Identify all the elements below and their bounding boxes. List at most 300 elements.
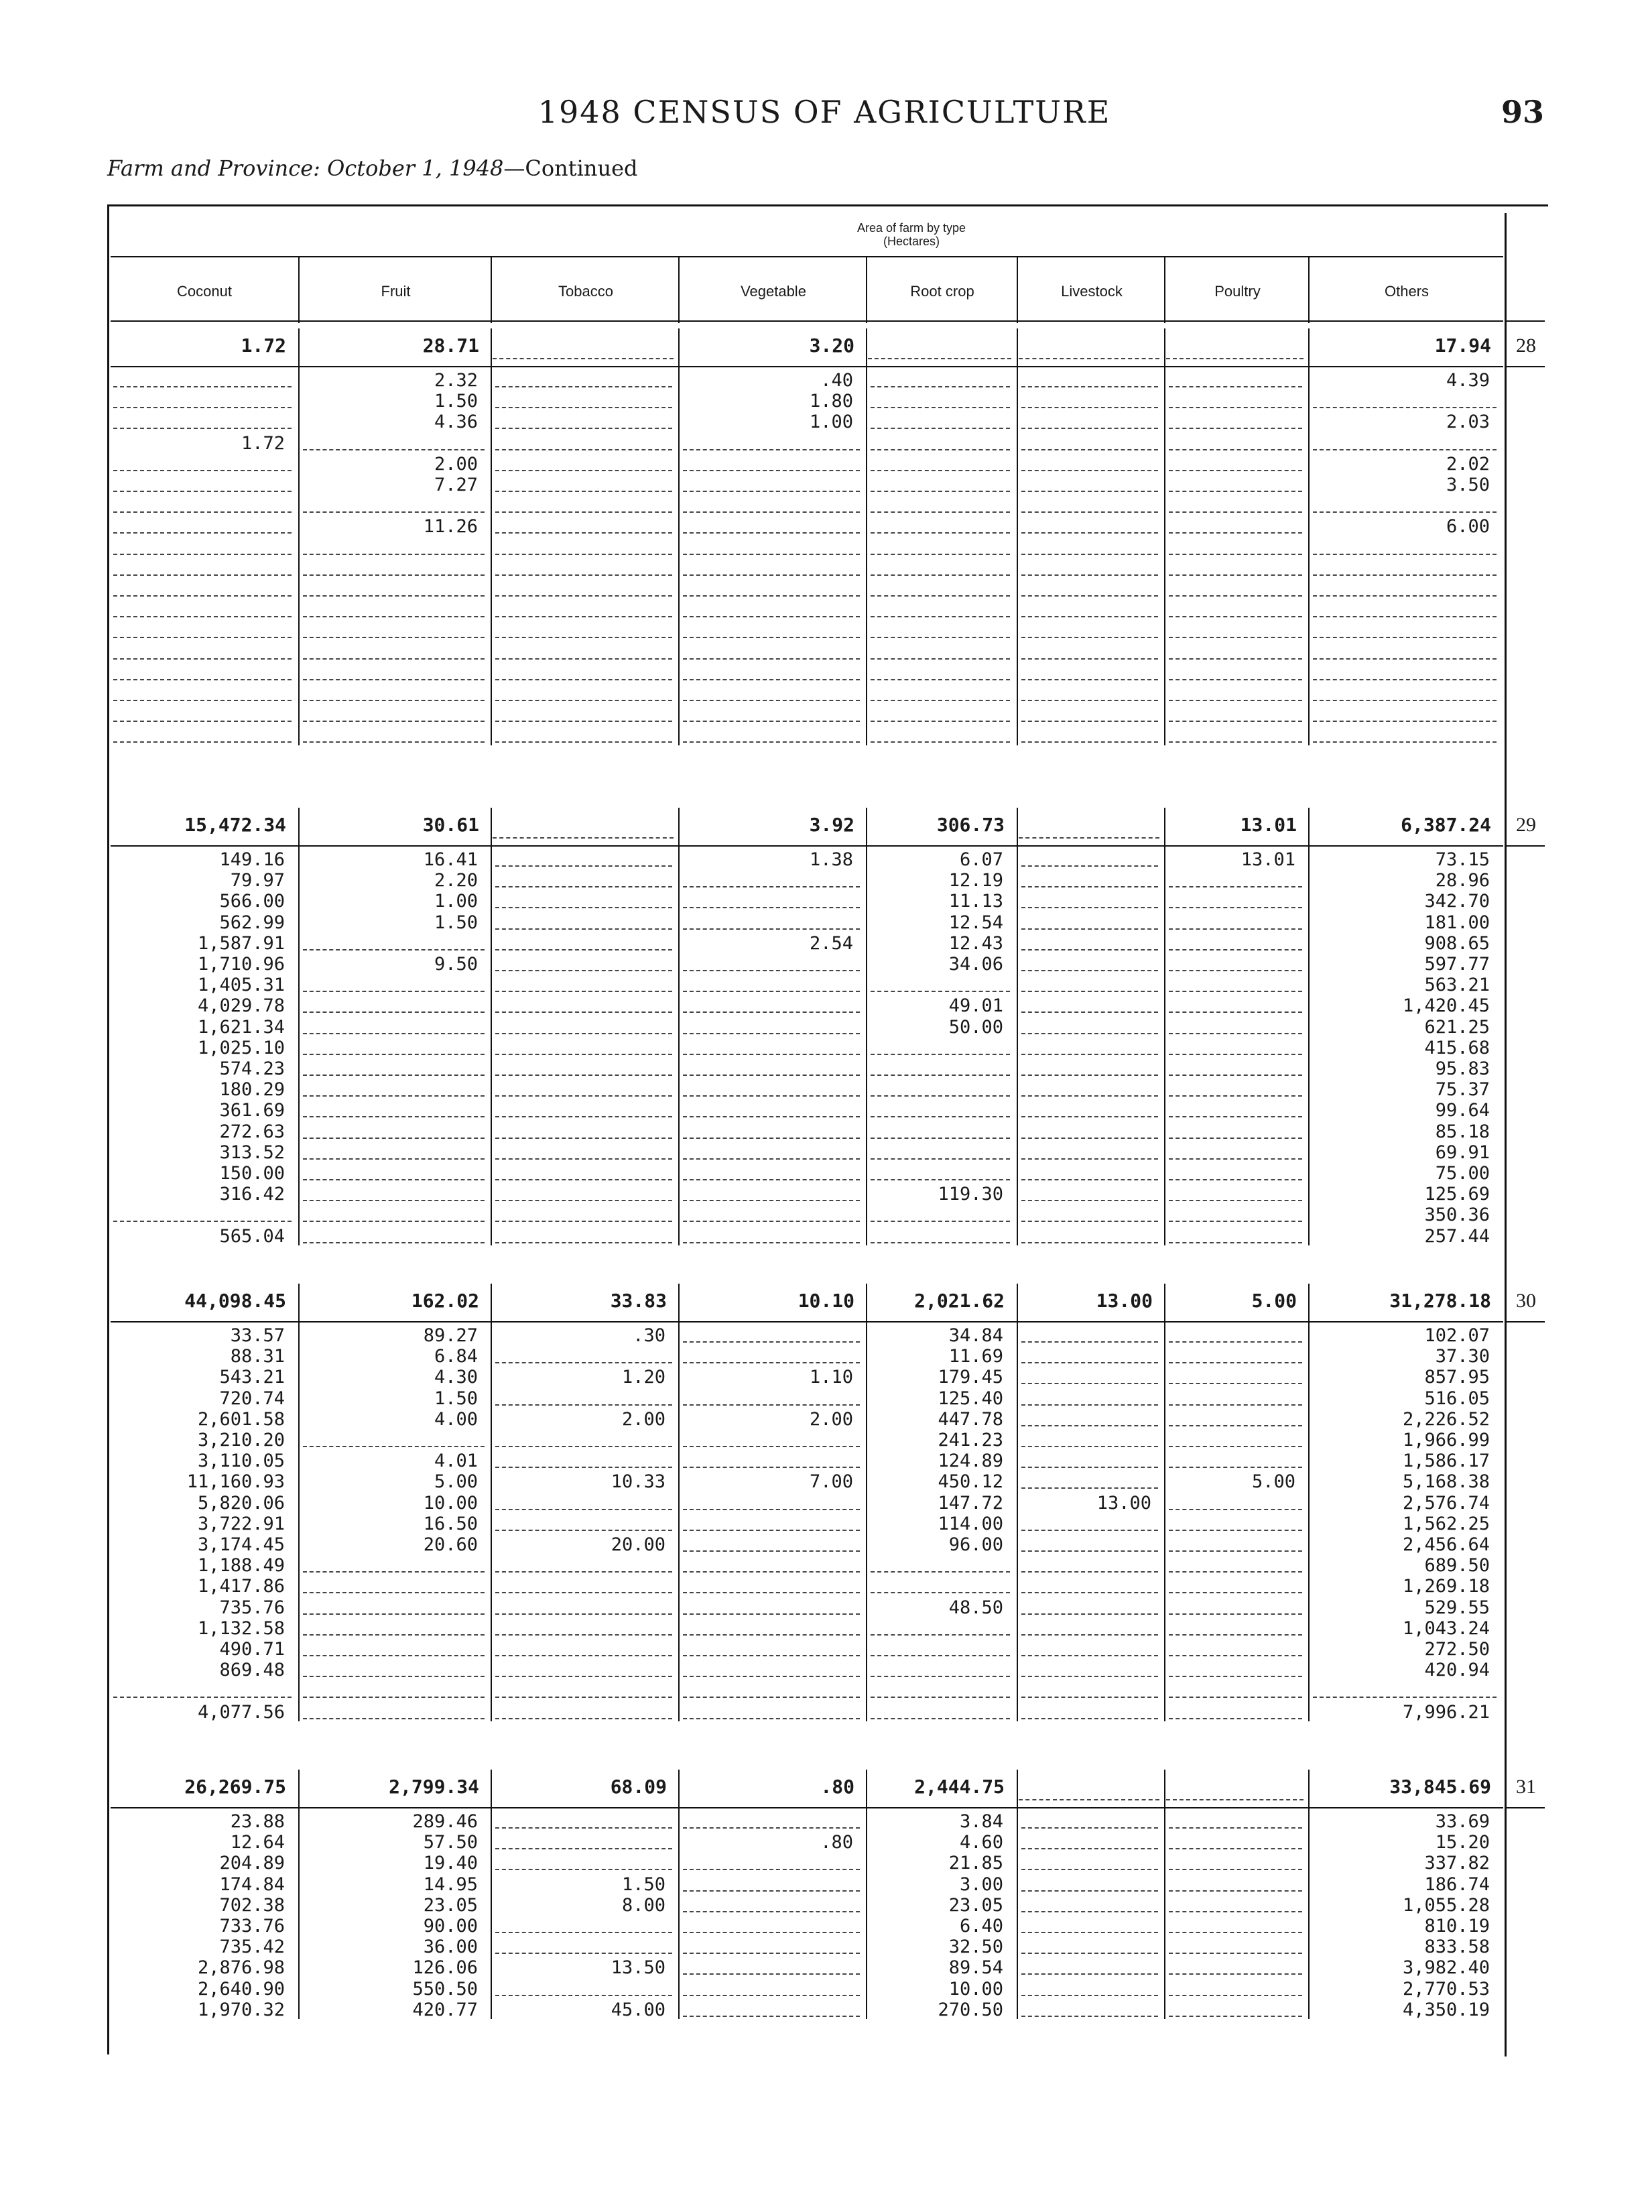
cell-coconut: 3,722.91 [197,1513,285,1534]
cell-others: 420.94 [1424,1660,1490,1681]
cell-livestock: 13.00 [1096,1492,1151,1514]
cell-poultry [1169,1367,1302,1384]
cell-vegetable [683,1121,860,1139]
cell-vegetable [683,516,860,534]
cell-others: 3,982.40 [1402,1957,1490,1979]
cell-others: 186.74 [1424,1873,1490,1895]
cell-livestock [1021,1639,1158,1656]
cell-root-crop [871,370,1010,387]
cell-tobacco [495,433,672,450]
header-divider [298,256,300,323]
page-number: 93 [1501,94,1545,130]
row-reference-number: 29 [1516,814,1536,836]
cell-tobacco [495,1346,672,1363]
cell-fruit: 89.27 [423,1325,478,1346]
cell-vegetable [683,1325,860,1343]
column-divider [678,1284,680,1721]
cell-vegetable [683,1702,860,1719]
cell-coconut: 733.76 [219,1916,285,1937]
cell-coconut: 1,405.31 [197,975,285,996]
row-reference-number: 31 [1516,1776,1536,1798]
cell-others [1313,1680,1497,1698]
cell-tobacco [495,1017,672,1034]
column-header-poultry: Poultry [1214,283,1261,300]
total-livestock: 13.00 [1096,1290,1153,1312]
column-divider [298,808,300,1245]
cell-livestock [1021,1388,1158,1406]
cell-vegetable [683,1979,860,1996]
total-poultry [1166,1770,1304,1800]
header-divider [1308,256,1310,323]
cell-others: 75.37 [1435,1079,1490,1101]
cell-poultry [1169,2000,1302,2017]
cell-poultry [1169,1832,1302,1849]
cell-root-crop [871,433,1010,450]
total-fruit: 2,799.34 [389,1776,479,1798]
cell-vegetable [683,475,860,492]
cell-livestock [1021,1853,1158,1870]
cell-coconut: 272.63 [219,1121,285,1142]
cell-fruit: 1.50 [434,912,478,933]
cell-others: 1,966.99 [1402,1430,1490,1451]
cell-poultry [1169,995,1302,1013]
cell-fruit [303,558,485,576]
superheader-unit: (Hectares) [883,235,940,248]
cell-coconut: 5,820.06 [197,1492,285,1514]
cell-poultry [1169,1079,1302,1097]
cell-tobacco [495,370,672,387]
cell-coconut: 4,077.56 [197,1701,285,1723]
cell-livestock [1021,1079,1158,1097]
cell-coconut: 2,601.58 [197,1408,285,1430]
total-vegetable: .80 [820,1776,854,1798]
cell-livestock [1021,454,1158,471]
column-divider [1017,1770,1018,2019]
cell-coconut: 702.38 [219,1894,285,1916]
cell-others [1313,642,1497,660]
total-poultry [1166,328,1304,359]
cell-tobacco [495,1811,672,1829]
cell-vegetable: 1.38 [809,849,853,870]
cell-livestock [1021,891,1158,908]
cell-livestock [1021,433,1158,450]
totals-rule-ref [1505,1807,1545,1808]
column-header-others: Others [1384,283,1429,300]
cell-livestock [1021,1514,1158,1531]
cell-vegetable [683,1680,860,1698]
cell-poultry [1169,642,1302,660]
totals-rule [111,1321,1503,1323]
header-divider [866,256,867,323]
cell-tobacco [495,579,672,597]
total-fruit: 30.61 [422,814,479,836]
cell-poultry [1169,1916,1302,1933]
cell-root-crop: 147.72 [938,1492,1003,1514]
cell-others: 181.00 [1424,912,1490,933]
cell-livestock [1021,1100,1158,1117]
cell-coconut [113,642,292,660]
cell-others: 415.68 [1424,1037,1490,1058]
cell-tobacco [495,725,672,743]
cell-poultry [1169,1937,1302,1954]
cell-coconut: 720.74 [219,1388,285,1409]
column-divider [866,1770,867,2019]
cell-tobacco [495,642,672,660]
totals-rule-ref [1505,845,1545,847]
cell-coconut: 574.23 [219,1058,285,1079]
cell-livestock [1021,1680,1158,1698]
cell-vegetable [683,1534,860,1552]
row-reference-number: 28 [1516,334,1536,357]
cell-root-crop: 32.50 [948,1937,1003,1958]
cell-tobacco [495,1493,672,1510]
cell-poultry [1169,1100,1302,1117]
cell-fruit [303,684,485,701]
cell-tobacco [495,704,672,722]
cell-vegetable [683,704,860,722]
cell-fruit: 2.20 [434,870,478,892]
cell-coconut [113,684,292,701]
column-header-fruit: Fruit [381,283,411,300]
cell-tobacco: 1.50 [621,1873,665,1895]
cell-tobacco: 1.20 [621,1367,665,1388]
header-divider [1017,256,1018,323]
cell-vegetable: 1.00 [809,412,853,433]
cell-root-crop [871,454,1010,471]
total-root-crop: 2,021.62 [914,1290,1005,1312]
cell-coconut: 149.16 [219,849,285,870]
cell-root-crop [871,579,1010,597]
cell-livestock [1021,495,1158,513]
cell-livestock [1021,1597,1158,1615]
totals-rule [111,1807,1503,1808]
cell-vegetable [683,1451,860,1468]
cell-coconut: 316.42 [219,1184,285,1205]
cell-vegetable [683,1430,860,1447]
total-livestock [1019,328,1159,359]
cell-others: 4.39 [1446,370,1490,391]
totals-rule-ref [1505,1321,1545,1323]
cell-coconut: 490.71 [219,1639,285,1660]
cell-poultry [1169,621,1302,638]
cell-fruit: 4.30 [434,1367,478,1388]
cell-vegetable [683,538,860,555]
cell-vegetable [683,663,860,680]
total-coconut: 1.72 [241,334,286,357]
cell-poultry [1169,1555,1302,1573]
cell-poultry [1169,558,1302,576]
cell-poultry [1169,538,1302,555]
cell-others: 1,043.24 [1402,1617,1490,1639]
cell-fruit: 19.40 [423,1853,478,1874]
cell-fruit: 11.26 [423,516,478,538]
column-divider [678,328,680,745]
cell-fruit: 57.50 [423,1832,478,1853]
cell-fruit [303,1555,485,1573]
cell-tobacco [495,849,672,867]
cell-root-crop: 12.19 [948,870,1003,892]
cell-poultry [1169,1409,1302,1426]
cell-others: 2,770.53 [1402,1978,1490,2000]
cell-livestock [1021,1811,1158,1829]
cell-root-crop: 447.78 [938,1408,1003,1430]
total-fruit: 162.02 [411,1290,479,1312]
cell-livestock [1021,642,1158,660]
cell-fruit [303,433,485,450]
cell-root-crop [871,725,1010,743]
cell-root-crop: 11.13 [948,891,1003,912]
cell-fruit [303,1226,485,1243]
cell-others: 85.18 [1435,1121,1490,1142]
cell-fruit: 14.95 [423,1873,478,1895]
total-vegetable: 10.10 [798,1290,854,1312]
cell-others: 99.64 [1435,1100,1490,1121]
cell-vegetable [683,1493,860,1510]
total-root-crop: 306.73 [936,814,1005,836]
cell-poultry [1169,1639,1302,1656]
cell-tobacco [495,1979,672,1996]
cell-coconut: 3,210.20 [197,1430,285,1451]
cell-poultry [1169,954,1302,971]
cell-root-crop [871,1576,1010,1593]
cell-root-crop: 11.69 [948,1346,1003,1367]
cell-vegetable [683,1079,860,1097]
total-coconut: 15,472.34 [184,814,286,836]
column-divider [678,808,680,1245]
cell-others [1313,538,1497,555]
cell-livestock [1021,1184,1158,1201]
cell-poultry [1169,1957,1302,1975]
cell-vegetable [683,454,860,471]
cell-poultry [1169,1811,1302,1829]
cell-fruit [303,725,485,743]
column-divider [491,328,492,745]
cell-fruit [303,1100,485,1117]
cell-root-crop: 96.00 [948,1534,1003,1555]
cell-vegetable: 2.54 [809,932,853,954]
cell-tobacco [495,454,672,471]
cell-tobacco [495,684,672,701]
cell-livestock [1021,538,1158,555]
cell-coconut [113,579,292,597]
cell-tobacco [495,954,672,971]
total-others: 17.94 [1434,334,1491,357]
cell-tobacco [495,621,672,638]
column-divider [1308,1770,1310,2019]
cell-tobacco: 20.00 [611,1534,665,1555]
cell-coconut: 543.21 [219,1367,285,1388]
cell-others [1313,621,1497,638]
cell-others: 2.03 [1446,412,1490,433]
cell-livestock [1021,1832,1158,1849]
cell-livestock [1021,1874,1158,1892]
cell-poultry [1169,1226,1302,1243]
cell-others: 7,996.21 [1402,1701,1490,1723]
cell-others: 1,562.25 [1402,1513,1490,1534]
cell-coconut: 1,970.32 [197,1999,285,2020]
total-others: 6,387.24 [1401,814,1491,836]
cell-coconut: 1,710.96 [197,954,285,975]
cell-poultry [1169,1618,1302,1636]
cell-tobacco [495,1597,672,1615]
cell-coconut [113,600,292,617]
cell-fruit [303,1639,485,1656]
total-vegetable: 3.92 [809,814,854,836]
cell-livestock [1021,579,1158,597]
total-fruit: 28.71 [422,334,479,357]
cell-vegetable [683,1597,860,1615]
cell-root-crop: 48.50 [948,1597,1003,1618]
cell-fruit [303,1163,485,1180]
cell-vegetable [683,1937,860,1954]
cell-livestock [1021,870,1158,887]
cell-vegetable [683,2000,860,2017]
cell-others [1313,704,1497,722]
cell-root-crop: 6.40 [959,1916,1003,1937]
cell-tobacco [495,1079,672,1097]
column-divider [491,808,492,1245]
cell-tobacco [495,1184,672,1201]
cell-livestock [1021,1937,1158,1954]
cell-vegetable [683,1163,860,1180]
cell-others: 1,269.18 [1402,1576,1490,1597]
column-header-tobacco: Tobacco [558,283,613,300]
cell-others [1313,391,1497,408]
cell-livestock [1021,1555,1158,1573]
cell-poultry: 5.00 [1251,1471,1295,1493]
cell-root-crop [871,412,1010,429]
cell-livestock [1021,1346,1158,1363]
cell-fruit [303,1597,485,1615]
cell-livestock [1021,1058,1158,1076]
cell-poultry [1169,370,1302,387]
cell-others: 73.15 [1435,849,1490,870]
column-divider [1164,808,1165,1245]
cell-root-crop: 450.12 [938,1471,1003,1493]
cell-poultry [1169,1388,1302,1406]
cell-poultry [1169,870,1302,887]
cell-vegetable [683,1874,860,1892]
cell-others: 6.00 [1446,516,1490,538]
cell-others: 1,586.17 [1402,1451,1490,1472]
cell-others: 2,576.74 [1402,1492,1490,1514]
total-vegetable: 3.20 [809,334,854,357]
column-divider [678,1770,680,2019]
cell-tobacco: .30 [633,1325,665,1346]
cell-tobacco [495,516,672,534]
cell-vegetable [683,600,860,617]
cell-root-crop: 12.43 [948,932,1003,954]
cell-others: 4,350.19 [1402,1999,1490,2020]
cell-root-crop [871,1038,1010,1055]
cell-poultry [1169,1325,1302,1343]
cell-fruit [303,621,485,638]
cell-tobacco [495,391,672,408]
cell-vegetable [683,1514,860,1531]
cell-vegetable [683,725,860,743]
cell-root-crop: 6.07 [959,849,1003,870]
cell-poultry [1169,1853,1302,1870]
cell-poultry [1169,1451,1302,1468]
cell-poultry [1169,1895,1302,1912]
cell-livestock [1021,933,1158,950]
cell-fruit [303,1576,485,1593]
cell-fruit [303,1660,485,1677]
total-root-crop [868,328,1011,359]
cell-vegetable [683,558,860,576]
cell-poultry [1169,1680,1302,1698]
cell-livestock [1021,558,1158,576]
column-divider [298,1284,300,1721]
cell-root-crop: 89.54 [948,1957,1003,1979]
cell-fruit [303,579,485,597]
cell-livestock [1021,1979,1158,1996]
cell-coconut: 11,160.93 [186,1471,285,1493]
cell-coconut [113,1680,292,1698]
cell-tobacco [495,995,672,1013]
cell-coconut: 1.72 [241,432,285,454]
cell-poultry [1169,475,1302,492]
cell-coconut: 1,621.34 [197,1016,285,1038]
cell-livestock [1021,1576,1158,1593]
cell-poultry [1169,412,1302,429]
cell-root-crop [871,516,1010,534]
cell-fruit: 4.00 [434,1408,478,1430]
cell-others: 95.83 [1435,1058,1490,1079]
cell-livestock [1021,475,1158,492]
total-poultry: 5.00 [1251,1290,1297,1312]
cell-tobacco [495,558,672,576]
cell-others [1313,558,1497,576]
cell-others: 857.95 [1424,1367,1490,1388]
cell-livestock [1021,1702,1158,1719]
cell-tobacco [495,1121,672,1139]
cell-coconut: 150.00 [219,1163,285,1184]
cell-tobacco [495,1100,672,1117]
cell-coconut: 3,174.45 [197,1534,285,1555]
cell-coconut [113,495,292,513]
cell-others: 529.55 [1424,1597,1490,1618]
cell-coconut [113,412,292,429]
cell-root-crop [871,1121,1010,1139]
cell-vegetable [683,1142,860,1160]
cell-vegetable [683,1639,860,1656]
cell-tobacco [495,1576,672,1593]
cell-livestock [1021,1205,1158,1222]
cell-coconut [113,516,292,534]
cell-root-crop: 4.60 [959,1832,1003,1853]
cell-others: 563.21 [1424,975,1490,996]
cell-coconut: 23.88 [230,1811,285,1832]
cell-coconut: 79.97 [230,870,285,892]
cell-root-crop: 21.85 [948,1853,1003,1874]
cell-root-crop: 23.05 [948,1894,1003,1916]
cell-root-crop [871,1205,1010,1222]
cell-root-crop [871,495,1010,513]
cell-poultry [1169,1184,1302,1201]
cell-tobacco [495,1038,672,1055]
cell-fruit: 4.36 [434,412,478,433]
cell-root-crop [871,391,1010,408]
cell-fruit [303,995,485,1013]
cell-vegetable [683,1184,860,1201]
cell-poultry [1169,975,1302,992]
cell-vegetable [683,1346,860,1363]
cell-tobacco [495,1451,672,1468]
cell-root-crop [871,475,1010,492]
cell-fruit: 90.00 [423,1916,478,1937]
cell-tobacco [495,1142,672,1160]
